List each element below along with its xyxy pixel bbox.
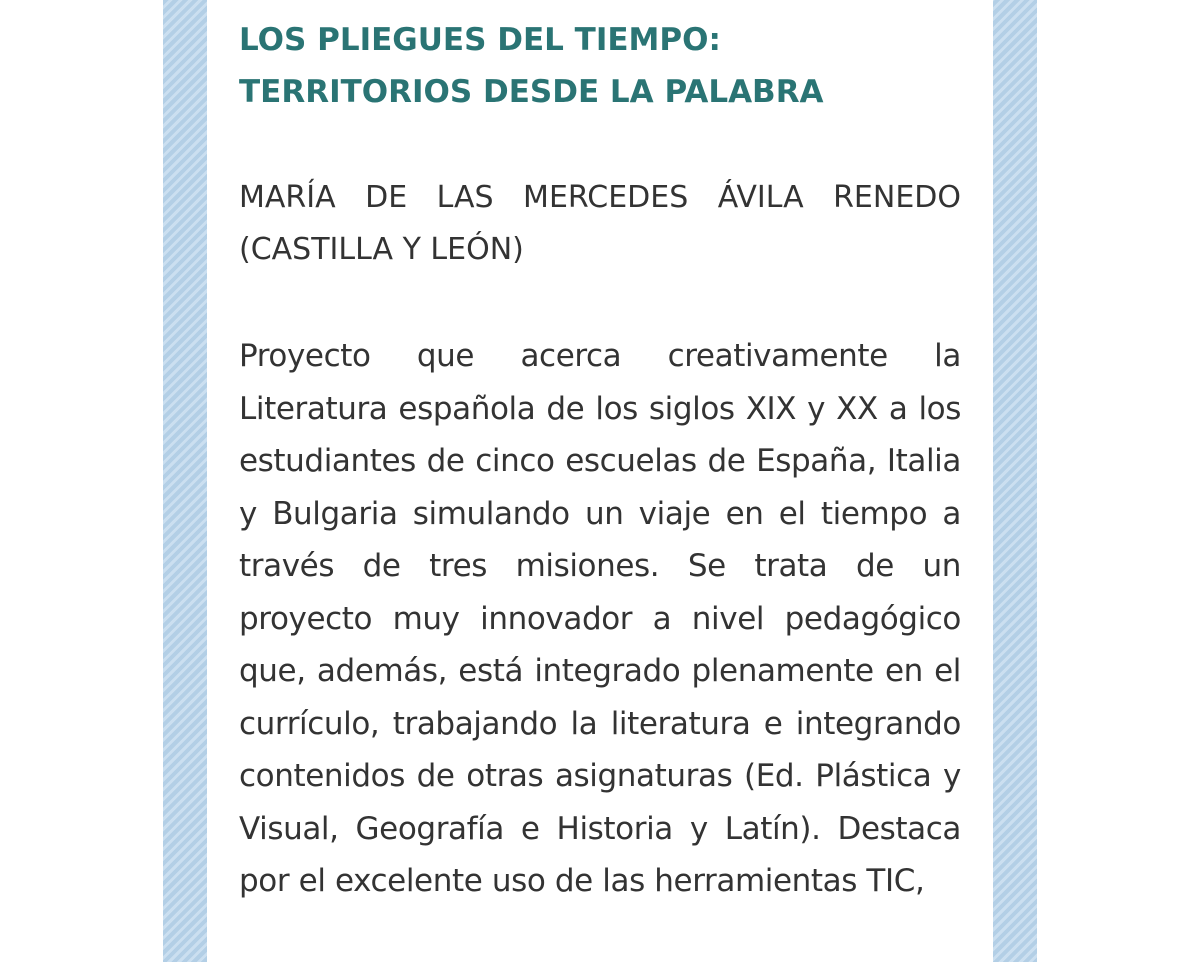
article-body: Proyecto que acerca creativamente la Literatura española de los siglos XIX y XX a los estudiantes de cinco escuelas de España, Italia y Bulgaria simulando un viaje en el tiempo a través de tres misiones. Se trata de un proyecto muy innovador a nivel pedagógico que, además, está integrado plenamente en el currículo, trabajando la literatura e integrando contenidos de otras asignaturas (Ed. Plástica y Visual, Geografía e Historia y Latín). Destaca por el excelente uso de las herramientas TIC, xyxy=(239,338,961,899)
article-panel[interactable] xyxy=(207,0,993,962)
article-title: LOS PLIEGUES DEL TIEMPO: TERRITORIOS DESDE LA PALABRA xyxy=(239,22,824,110)
article-content xyxy=(239,0,961,908)
article-author: MARÍA DE LAS MERCEDES ÁVILA RENEDO (CASTILLA Y LEÓN) xyxy=(239,180,961,267)
